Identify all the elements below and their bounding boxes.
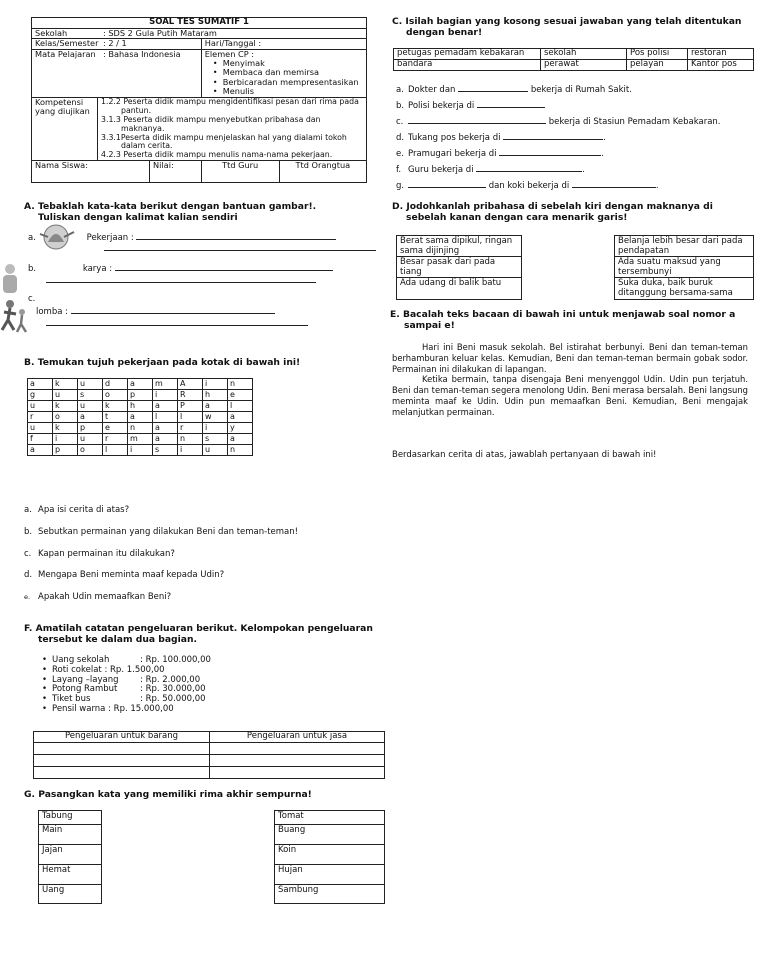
grid-letter[interactable]: i [128, 445, 153, 456]
grid-letter[interactable]: i [178, 445, 203, 456]
grid-letter[interactable]: l [178, 412, 203, 423]
grid-letter[interactable]: a [203, 401, 228, 412]
kompetensi-list: 1.2.2 Peserta didik mampu mengidentifikasi pesan dari rima pada pantun. 3.1.3 Peserta didik mampu menyebutkan pribahasa dan maknanya. 3.3.1Peserta didik mampu menjelaskan hal yang dialami tokoh dalam cerita. 4.2.3 Peserta didik mampu menulis nama-nama pekerjaan. [98, 97, 367, 161]
elemen-item: • Berbicaradan mempresentasikan [211, 78, 363, 87]
answer-cell[interactable] [210, 742, 385, 754]
grid-letter[interactable]: k [103, 401, 128, 412]
rhyme-word: Koin [275, 845, 384, 865]
ttd-ortu-cell: Ttd Orangtua [279, 161, 366, 183]
grid-letter[interactable]: p [78, 423, 103, 434]
passage-paragraph: Ketika bermain, tanpa disengaja Beni menyenggol Udin. Udin pun terjatuh. Beni dan teman-teman segera menolong Udin. Beni merasa bersalah. Beni langsung meminta maaf ke Udin. Udin pun memaafkan Beni. Kemudian, Beni mengajak melanjutkan permainan. [392, 374, 748, 417]
grid-letter[interactable]: a [28, 379, 53, 390]
grid-row [28, 434, 253, 445]
grid-letter[interactable]: k [53, 401, 78, 412]
answer-line[interactable] [477, 100, 545, 108]
answer-cell[interactable] [210, 754, 385, 766]
grid-letter[interactable]: k [53, 423, 78, 434]
expense-table [33, 731, 385, 779]
answer-line[interactable] [46, 318, 308, 326]
grid-letter[interactable]: u [53, 390, 78, 401]
answer-line[interactable] [46, 275, 316, 283]
nama-siswa-cell: Nama Siswa: Nilai: [32, 161, 202, 183]
answer-line[interactable] [115, 263, 333, 271]
grid-letter[interactable]: l [153, 412, 178, 423]
grid-letter[interactable]: h [128, 401, 153, 412]
word-bank-cell: Pos polisi [627, 49, 688, 60]
col-jasa: Pengeluaran untuk jasa [210, 732, 385, 743]
passage-paragraph: Hari ini Beni masuk sekolah. Bel istirahat berbunyi. Beni dan teman-teman berhamburan keluar kelas. Kemudian, Beni dan teman-teman bermain gobak sodor. Permainan ini dilakukan di lapangan. [392, 342, 748, 374]
reading-passage [392, 342, 748, 418]
runners-icon [0, 298, 30, 336]
grid-letter[interactable]: r [178, 423, 203, 434]
proverb-item: Besar pasak dari pada tiang [397, 257, 521, 278]
word-bank-cell: petugas pemadam kebakaran [394, 49, 541, 60]
grid-letter[interactable]: a [153, 401, 178, 412]
grid-row [28, 423, 253, 434]
fill-item: d. Tukang pos bekerja di . [396, 133, 606, 143]
grid-letter[interactable]: a [153, 423, 178, 434]
elemen-item: • Menulis [211, 87, 363, 96]
word-search-grid [27, 378, 253, 456]
section-f-title: F. Amatilah catatan pengeluaran berikut. Kelompokan pengeluaran tersebut ke dalam dua bagian. [24, 623, 373, 645]
answer-cell[interactable] [210, 766, 385, 778]
word-bank-table [393, 48, 754, 71]
question-item: a. Apa isi cerita di atas? [24, 505, 130, 515]
rhyme-word: Tabung [39, 811, 101, 825]
answer-line[interactable] [499, 148, 601, 156]
grid-letter[interactable]: a [153, 434, 178, 445]
answer-cell[interactable] [34, 754, 210, 766]
grid-letter[interactable]: i [53, 434, 78, 445]
grid-letter[interactable]: s [78, 390, 103, 401]
grid-row [28, 412, 253, 423]
grid-letter[interactable]: m [128, 434, 153, 445]
grid-letter[interactable]: r [103, 434, 128, 445]
grid-letter[interactable]: g [28, 390, 53, 401]
grid-letter[interactable]: n [228, 445, 253, 456]
grid-row [28, 445, 253, 456]
elemen-item: • Menyimak [211, 59, 363, 68]
answer-line[interactable] [104, 243, 376, 251]
section-d-title: D. Jodohkanlah pribahasa di sebelah kiri dengan maknanya di sebelah kanan dengan cara menarik garis! [392, 201, 713, 223]
rhyme-word: Buang [275, 825, 384, 845]
rhyme-right-column [274, 810, 385, 904]
answer-line[interactable] [503, 132, 603, 140]
grid-letter[interactable]: o [78, 445, 103, 456]
grid-letter[interactable]: u [78, 434, 103, 445]
question-a3-label: c. [28, 294, 36, 304]
grid-letter[interactable]: k [53, 379, 78, 390]
word-bank-cell: pelayan [627, 59, 688, 70]
grid-letter[interactable]: s [153, 445, 178, 456]
fill-item: c. bekerja di Stasiun Pemadam Kebakaran. [396, 117, 721, 127]
question-item: e. Apakah Udin memaafkan Beni? [24, 592, 172, 603]
word-bank-cell: sekolah [541, 49, 627, 60]
rhyme-word: Sambung [278, 885, 319, 895]
fill-item: e. Pramugari bekerja di . [396, 149, 604, 159]
section-g-title: G. Pasangkan kata yang memiliki rima akhir sempurna! [24, 789, 312, 800]
expense-item: • Potong Rambut : Rp. 30.000,00 [40, 685, 211, 695]
expense-item: • Layang –layang : Rp. 2.000,00 [40, 676, 211, 686]
grid-letter[interactable]: p [128, 390, 153, 401]
grid-letter[interactable]: p [53, 445, 78, 456]
grid-letter[interactable]: a [228, 434, 253, 445]
rhyme-word: Hemat [39, 865, 101, 885]
fill-item: b. Polisi bekerja di [396, 98, 721, 114]
grid-letter[interactable]: a [128, 412, 153, 423]
answer-line[interactable] [572, 180, 656, 188]
rhyme-word: Uang [42, 885, 65, 895]
section-b-title: B. Temukan tujuh pekerjaan pada kotak di bawah ini! [24, 357, 301, 368]
grid-letter[interactable]: o [53, 412, 78, 423]
grid-letter[interactable]: u [78, 379, 103, 390]
question-item: b. Sebutkan permainan yang dilakukan Beni dan teman-teman! [24, 526, 299, 537]
grid-letter[interactable]: a [28, 445, 53, 456]
grid-letter[interactable]: i [203, 423, 228, 434]
elemen-item: • Membaca dan memirsa [211, 68, 363, 77]
grid-letter[interactable]: f [28, 434, 53, 445]
answer-line[interactable] [408, 116, 546, 124]
proverb-left-column [396, 235, 522, 300]
grid-letter[interactable]: l [228, 401, 253, 412]
grid-letter[interactable]: l [103, 445, 128, 456]
rhyme-word: Jajan [39, 845, 101, 865]
grid-letter[interactable]: i [203, 379, 228, 390]
answer-line[interactable] [458, 84, 528, 92]
grid-letter[interactable]: a [78, 412, 103, 423]
proverb-item: Berat sama dipikul, ringan sama dijinjing [397, 236, 521, 257]
question-a2: b. karya : [28, 263, 333, 275]
grid-letter[interactable]: n [228, 379, 253, 390]
test-title: SOAL TES SUMATIF 1 [32, 18, 367, 29]
question-item: d. Mengapa Beni meminta maaf kepada Udin? [24, 570, 225, 581]
answer-line[interactable] [136, 232, 336, 240]
fill-item: f. Guru bekerja di . [396, 165, 585, 175]
grid-letter[interactable]: h [203, 390, 228, 401]
grid-letter[interactable]: A [178, 379, 203, 390]
grid-letter[interactable]: u [28, 401, 53, 412]
fill-item: a. Dokter dan bekerja di Rumah Sakit. [396, 85, 632, 95]
grid-row [28, 390, 253, 401]
header-table [31, 17, 367, 183]
expense-item: • Roti cokelat : Rp. 1.500,00 [40, 666, 211, 676]
grid-letter[interactable]: t [103, 412, 128, 423]
story-questions [24, 506, 364, 603]
rhyme-word: Tomat [275, 811, 384, 825]
meaning-item: Ada suatu maksud yang tersembunyi [615, 257, 753, 278]
grid-letter[interactable]: o [103, 390, 128, 401]
ttd-guru-cell: Ttd Guru [201, 161, 279, 183]
hari-cell: Hari/Tanggal : [201, 39, 366, 49]
grid-letter[interactable]: r [28, 412, 53, 423]
grid-letter[interactable]: u [28, 423, 53, 434]
kelas-cell: Kelas/Semester : 2 / 1 [32, 39, 202, 49]
rhyme-word: Hujan [275, 865, 384, 885]
person-icon [0, 262, 22, 298]
word-bank-cell: restoran [688, 49, 754, 60]
meaning-item: Belanja lebih besar dari pada pendapatan [615, 236, 753, 257]
answer-line[interactable] [71, 306, 275, 314]
grid-letter[interactable]: m [153, 379, 178, 390]
grid-letter[interactable]: P [178, 401, 203, 412]
grid-letter[interactable]: i [153, 390, 178, 401]
grid-letter[interactable]: e [228, 390, 253, 401]
grid-letter[interactable]: s [203, 434, 228, 445]
expense-list [40, 656, 211, 715]
answer-line[interactable] [476, 164, 582, 172]
section-e-title: E. Bacalah teks bacaan di bawah ini untuk menjawab soal nomor a sampai e! [390, 309, 736, 331]
proverb-item: Ada udang di balik batu [400, 278, 502, 288]
word-bank-cell: bandara [394, 59, 541, 70]
expense-item: • Pensil warna : Rp. 15.000,00 [40, 705, 211, 715]
grid-letter[interactable]: u [203, 445, 228, 456]
fill-blank-list [396, 82, 721, 194]
grid-letter[interactable]: n [178, 434, 203, 445]
rhyme-left-column [38, 810, 102, 904]
elemen-cell: Elemen CP : • Menyimak • Membaca dan memirsa • Berbicaradan mempresentasikan • Menulis [201, 49, 366, 97]
question-item: c. Kapan permainan itu dilakukan? [24, 548, 175, 559]
answer-line[interactable] [408, 180, 486, 188]
kompetensi-label: Kompetensi yang diujikan [32, 97, 98, 161]
section-a-title: A. Tebaklah kata-kata berikut dengan bantuan gambar!. Tuliskan dengan kalimat kalian sendiri [24, 201, 317, 223]
col-barang: Pengeluaran untuk barang [34, 732, 210, 743]
fill-item: g. dan koki bekerja di . [396, 181, 659, 191]
grid-letter[interactable]: a [228, 412, 253, 423]
meaning-item: Suka duka, baik buruk ditanggung bersama-sama [618, 278, 733, 298]
expense-item: • Uang sekolah : Rp. 100.000,00 [40, 656, 211, 666]
grid-letter[interactable]: R [178, 390, 203, 401]
grid-letter[interactable]: n [128, 423, 153, 434]
answer-cell[interactable] [34, 766, 210, 778]
grid-letter[interactable]: y [228, 423, 253, 434]
rhyme-word: Main [39, 825, 101, 845]
grid-row [28, 401, 253, 412]
expense-item: • Tiket bus : Rp. 50.000,00 [40, 695, 211, 705]
answer-cell[interactable] [34, 742, 210, 754]
grid-letter[interactable]: d [103, 379, 128, 390]
section-c-title: C. Isilah bagian yang kosong sesuai jawaban yang telah ditentukan dengan benar! [392, 16, 742, 38]
grid-letter[interactable]: u [78, 401, 103, 412]
mapel-cell: Mata Pelajaran : Bahasa Indonesia [32, 49, 202, 97]
sekolah-row: Sekolah : SDS 2 Gula Putih Mataram [32, 28, 367, 38]
grid-letter[interactable]: a [128, 379, 153, 390]
question-a1: a. Pekerjaan : [28, 232, 336, 244]
meaning-right-column [614, 235, 754, 300]
grid-row [28, 379, 253, 390]
question-a3: lomba : [36, 306, 275, 318]
grid-letter[interactable]: w [203, 412, 228, 423]
word-bank-cell: perawat [541, 59, 627, 70]
grid-letter[interactable]: e [103, 423, 128, 434]
reading-instruction: Berdasarkan cerita di atas, jawablah pertanyaan di bawah ini! [392, 450, 657, 460]
word-bank-cell: Kantor pos [688, 59, 754, 70]
